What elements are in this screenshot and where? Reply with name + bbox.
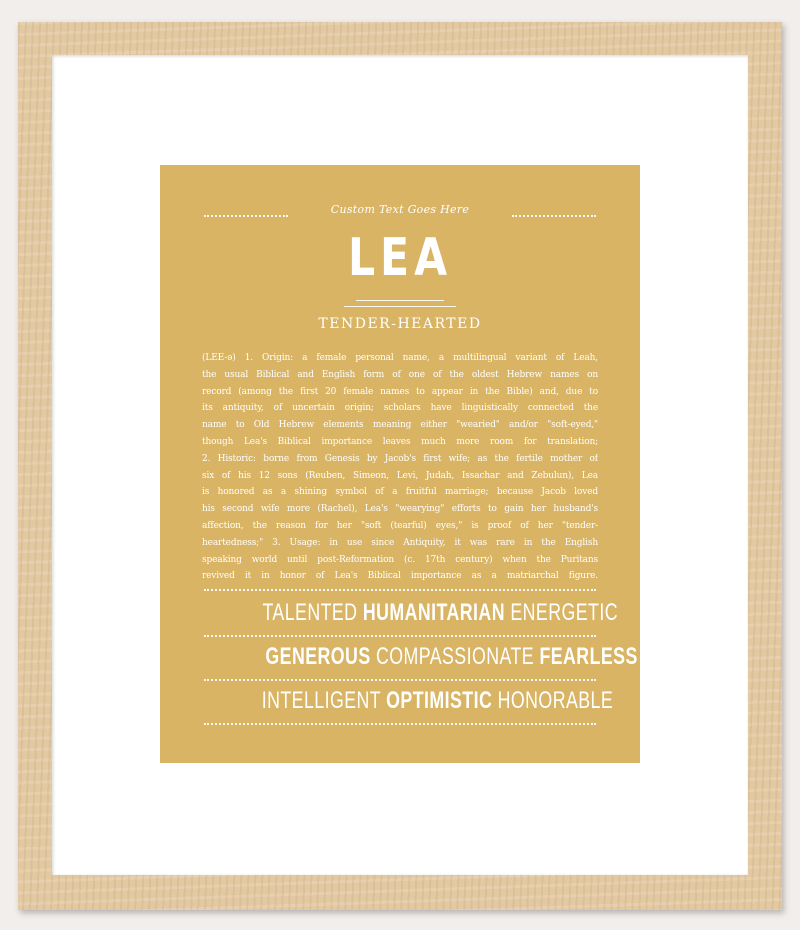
definition-line: record (among the first 20 female names to appear in the Bible) and, due to bbox=[202, 386, 598, 397]
trait-subtitle: TENDER-HEARTED bbox=[318, 316, 482, 332]
mat-board bbox=[52, 55, 748, 875]
custom-text-row bbox=[160, 203, 640, 223]
attribute-row-3 bbox=[200, 683, 614, 719]
attribute-word: FEARLESS bbox=[539, 643, 638, 670]
name-print bbox=[160, 165, 640, 763]
definition-line: its antiquity, of uncertain origin; scholars have linguistically connected the bbox=[202, 403, 598, 414]
dotted-divider bbox=[204, 635, 596, 637]
definition-line: is honored as a shining symbol of a fruitful marriage; because Jacob loved bbox=[202, 487, 598, 498]
dotted-divider bbox=[204, 589, 596, 591]
definition-line: revived it in honor of Lea's Biblical importance as a matriarchal figure. bbox=[202, 571, 598, 582]
attribute-word: HONORABLE bbox=[497, 687, 614, 714]
definition-line: though Lea's Biblical importance leaves much more room for translation; bbox=[202, 436, 598, 447]
attribute-row-2 bbox=[200, 639, 638, 675]
attribute-word: TALENTED bbox=[262, 599, 358, 626]
dotted-divider-right bbox=[512, 215, 596, 217]
attribute-word: INTELLIGENT bbox=[261, 687, 381, 714]
attribute-word: COMPASSIONATE bbox=[375, 643, 535, 670]
custom-text: Custom Text Goes Here bbox=[330, 203, 470, 216]
dotted-divider-left bbox=[204, 215, 288, 217]
attribute-word: ENERGETIC bbox=[510, 599, 618, 626]
definition-line: name to Old Hebrew elements meaning either "wearied" and/or "soft-eyed," bbox=[202, 420, 598, 431]
attribute-row-1 bbox=[200, 595, 618, 631]
definition-line: (LEE-ə) 1. Origin: a female personal name, a multilingual variant of Leah, bbox=[202, 353, 598, 363]
attribute-word: OPTIMISTIC bbox=[386, 687, 493, 714]
definition-line: speaking world until post-Reformation (c. 17th century) when the Puritans bbox=[202, 554, 598, 565]
definition-line: heartedness;" 3. Usage: in use since Antiquity, it was rare in the English bbox=[202, 537, 598, 548]
name-rule-lower bbox=[344, 306, 456, 307]
name-title: LEA bbox=[347, 228, 453, 288]
attribute-word: HUMANITARIAN bbox=[362, 599, 505, 626]
name-definition bbox=[202, 350, 598, 585]
attribute-word: GENEROUS bbox=[265, 643, 371, 670]
dotted-divider bbox=[204, 723, 596, 725]
dotted-divider bbox=[204, 679, 596, 681]
definition-line: his second wife more (Rachel), Lea's "wearying" efforts to gain her husband's bbox=[202, 504, 598, 515]
definition-line: affection, the reason for her "soft (tearful) eyes," is proof of her "tender- bbox=[202, 520, 598, 531]
definition-line: six of his 12 sons (Reuben, Simeon, Levi, Judah, Issachar and Zebulun), Lea bbox=[202, 470, 598, 481]
name-rule-upper bbox=[356, 300, 444, 301]
picture-frame bbox=[18, 22, 782, 910]
definition-line: 2. Historic: borne from Genesis by Jacob's first wife; as the fertile mother of bbox=[202, 453, 598, 464]
definition-line: the usual Biblical and English form of one of the oldest Hebrew names on bbox=[202, 369, 598, 380]
